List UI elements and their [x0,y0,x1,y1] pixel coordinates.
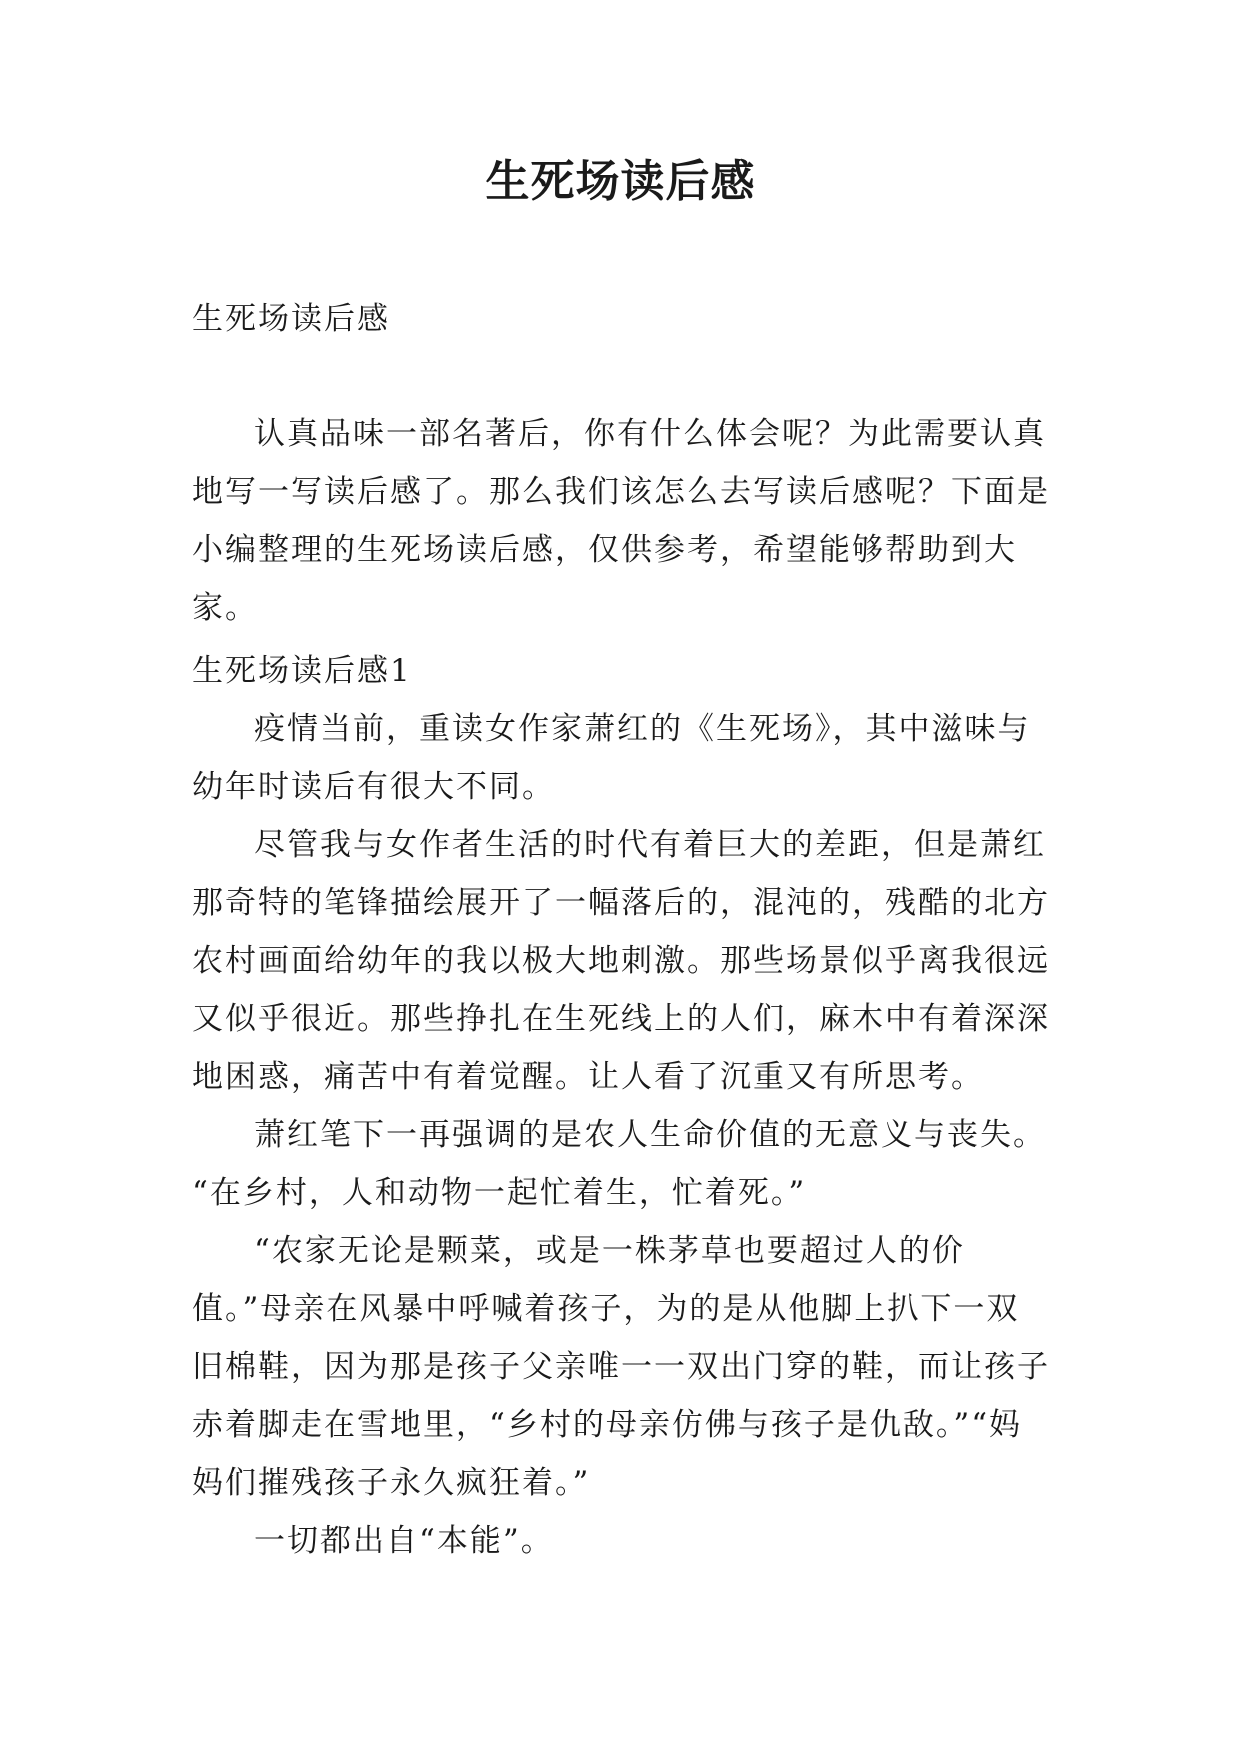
paragraph-6: 一切都出自“本能”。 [254,1523,554,1559]
section-body [192,700,1052,1570]
paragraph-1: 疫情当前，重读女作家萧红的《生死场》，其中滋味与幼年时读后有很大不同。 [192,711,1031,805]
intro-paragraph [192,405,1052,637]
paragraph-3: 萧红笔下一再强调的是农人生命价值的无意义与丧失。 [254,1117,1046,1153]
intro-text: 认真品味一部名著后，你有什么体会呢？为此需要认真地写一写读后感了。那么我们该怎么去写读后感呢？下面是小编整理的生死场读后感，仅供参考，希望能够帮助到大家。 [192,416,1050,626]
section-heading: 生死场读后感1 [192,653,412,689]
paragraph-4: “在乡村，人和动物一起忙着生，忙着死。” [192,1175,807,1211]
document-title: 生死场读后感 [485,156,756,207]
paragraph-2: 尽管我与女作者生活的时代有着巨大的差距，但是萧红那奇特的笔锋描绘展开了一幅落后的，混沌的，残酷的北方农村画面给幼年的我以极大地刺激。那些场景似乎离我很远又似乎很近。那些挣扎在生死线上的人们，麻木中有着深深地困惑，痛苦中有着觉醒。让人看了沉重又有所思考。 [192,827,1050,1095]
document-subtitle: 生死场读后感 [192,301,390,337]
paragraph-5: “农家无论是颗菜，或是一株茅草也要超过人的价值。”母亲在风暴中呼喊着孩子，为的是从他脚上扒下一双旧棉鞋，因为那是孩子父亲唯一一双出门穿的鞋，而让孩子赤着脚走在雪地里，“乡村的母亲仿佛与孩子是仇敌。”“妈妈们摧残孩子永久疯狂着。” [192,1233,1050,1501]
